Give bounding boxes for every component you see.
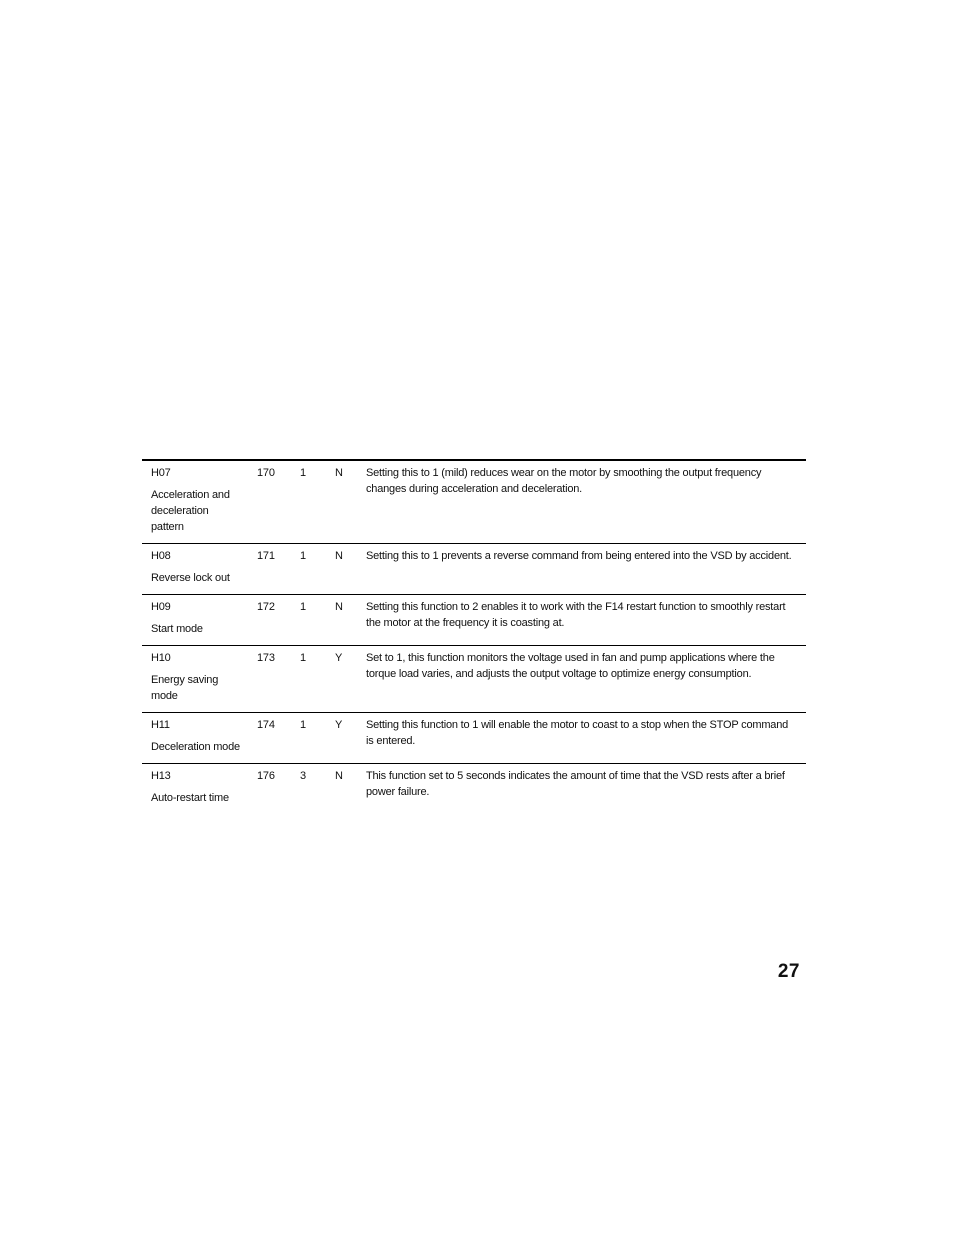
table-row (142, 646, 806, 713)
table-row (142, 595, 806, 646)
parameter-flag: N (335, 467, 343, 479)
table-row (142, 713, 806, 764)
parameter-number: 170 (257, 467, 275, 479)
parameter-description: Setting this to 1 (mild) reduces wear on the motor by smoothing the output frequency changes during acceleration and deceleration. (366, 467, 762, 495)
parameter-description: This function set to 5 seconds indicates the amount of time that the VSD rests after a brief power failure. (366, 770, 785, 798)
table-row (142, 544, 806, 595)
parameter-table (142, 459, 806, 814)
parameter-cell (142, 713, 257, 764)
table-row (142, 764, 806, 815)
parameter-name: Energy saving mode (151, 674, 219, 702)
parameter-value: 1 (300, 719, 306, 731)
parameter-name: Acceleration and deceleration pattern (151, 489, 230, 533)
parameter-name: Start mode (151, 623, 203, 635)
parameter-cell (142, 646, 257, 713)
parameter-description: Setting this function to 2 enables it to work with the F14 restart function to smoothly restart the motor at the frequency it is coasting at. (366, 601, 786, 629)
parameter-number: 172 (257, 601, 275, 613)
parameter-name: Auto-restart time (151, 792, 229, 804)
parameter-code: H09 (151, 601, 171, 613)
parameter-code: H13 (151, 770, 171, 782)
parameter-description: Setting this to 1 prevents a reverse command from being entered into the VSD by accident. (366, 550, 792, 562)
parameter-number: 171 (257, 550, 275, 562)
parameter-name: Deceleration mode (151, 741, 240, 753)
parameter-cell (142, 595, 257, 646)
parameter-flag: N (335, 601, 343, 613)
parameter-description: Setting this function to 1 will enable the motor to coast to a stop when the STOP command is entered. (366, 719, 789, 747)
parameter-cell (142, 544, 257, 595)
parameter-code: H10 (151, 652, 171, 664)
parameter-flag: Y (335, 719, 343, 731)
table-row (142, 460, 806, 544)
parameter-number: 176 (257, 770, 275, 782)
page-number: 27 (777, 961, 800, 982)
parameter-code: H11 (151, 719, 170, 731)
parameter-flag: N (335, 770, 343, 782)
parameter-value: 3 (300, 770, 306, 782)
parameter-description: Set to 1, this function monitors the voltage used in fan and pump applications where the torque load varies, and adjusts the output voltage to optimize energy consumption. (366, 652, 775, 680)
parameter-cell (142, 460, 257, 544)
parameter-value: 1 (300, 601, 306, 613)
parameter-cell (142, 764, 257, 815)
parameter-code: H07 (151, 467, 171, 479)
parameter-value: 1 (300, 550, 306, 562)
parameter-flag: Y (335, 652, 343, 664)
parameter-number: 173 (257, 652, 275, 664)
parameter-name: Reverse lock out (151, 572, 230, 584)
parameter-flag: N (335, 550, 343, 562)
parameter-value: 1 (300, 467, 306, 479)
parameter-code: H08 (151, 550, 171, 562)
parameter-number: 174 (257, 719, 275, 731)
parameter-value: 1 (300, 652, 306, 664)
